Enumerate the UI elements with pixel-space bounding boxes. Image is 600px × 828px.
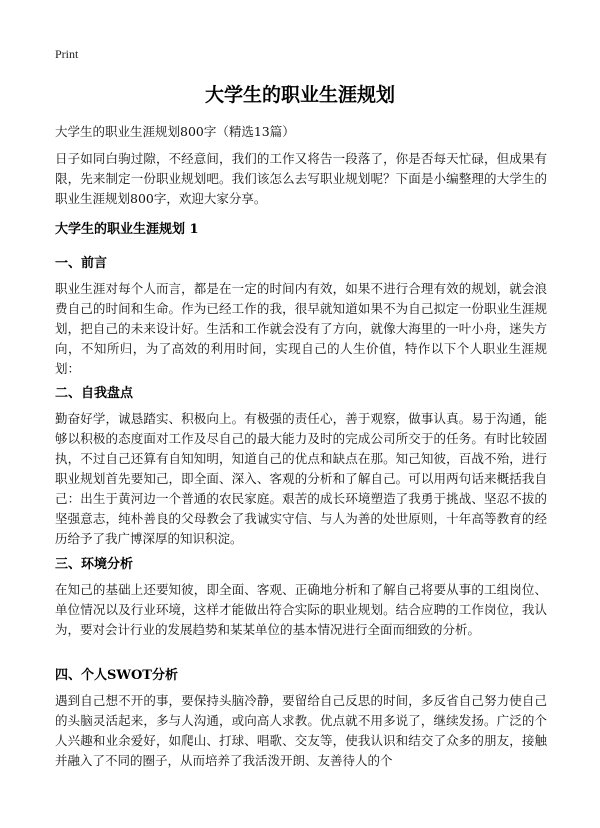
page-title: 大学生的职业生涯规划 [204,84,395,106]
paragraph-environment-analysis: 在知己的基础上还要知彼，即全面、客观、正确地分析和了解自己将要从事的工组岗位、单位情况以及行业环境，这样才能做出符合实际的职业规划。结合应聘的工作岗位，我认为，要对会计行业的发展趋势和某某单位的基本情况进行全面而细致的分析。 [55,582,547,637]
heading-environment-analysis: 三、环境分析 [55,557,134,572]
heading-swot-analysis: 四、个人SWOT分析 [55,668,178,683]
paragraph-self-assessment: 勤奋好学，诚恳踏实、积极向上。有极强的责任心，善于观察，做事认真。易于沟通，能够以积极的态度面对工作及尽自己的最大能力及时的完成公司所交于的任务。有时比较固执，不过自己还算有自知知明，知道自己的优点和缺点在那。知己知彼，百战不殆，进行职业规划首先要知己，即全面、深入、客观的分析和了解自己。可以用两句话来概括我自己：出生于黄河边一个普通的农民家庭。艰苦的成长环境塑造了我勇于挑战、坚忍不拔的 坚强意志，纯朴善良的父母教会了我诚实守信、与人为善的处世原则，十年高等教育的经历给予了我广博深厚的知识积淀。 [55,411,547,546]
print-link[interactable]: Print [55,47,79,61]
intro-paragraph: 日子如同白驹过隙，不经意间，我们的工作又将告一段落了，你是否每天忙碌，但成果有限，先来制定一份职业规划吧。我们该怎么去写职业规划呢？下面是小编整理的大学生的职业生涯规划800字，欢迎大家分享。 [55,151,547,206]
section-title: 大学生的职业生涯规划 1 [55,222,199,237]
heading-preface: 一、前言 [55,256,108,271]
paragraph-preface: 职业生涯对每个人而言，都是在一定的时间内有效，如果不进行合理有效的规划，就会浪费自己的时间和生命。作为已经工作的我，很早就知道如果不为自己拟定一份职业生涯规划，把自己的未来设计好。生活和工作就会没有了方向，就像大海里的一叶小舟，迷失方向，不知所归，为了高效的利用时间，实现自己的人生价值，特作以下个人职业生涯规划： [55,281,547,376]
document-subtitle: 大学生的职业生涯规划800字（精选13篇） [55,124,295,139]
heading-self-assessment: 二、自我盘点 [55,386,134,401]
paragraph-swot-analysis: 遇到自己想不开的事，要保持头脑冷静，要留给自己反思的时间，多反省自己努力使自己的头脑灵活起来，多与人沟通，或向高人求教。优点就不用多说了，继续发扬。广泛的个人兴趣和业余爱好，如爬山、打球、唱歌、交友等，使我认识和结交了众多的朋友，接触并融入了不同的圈子，从而培养了我活泼开朗、友善待人的个 [55,693,547,768]
